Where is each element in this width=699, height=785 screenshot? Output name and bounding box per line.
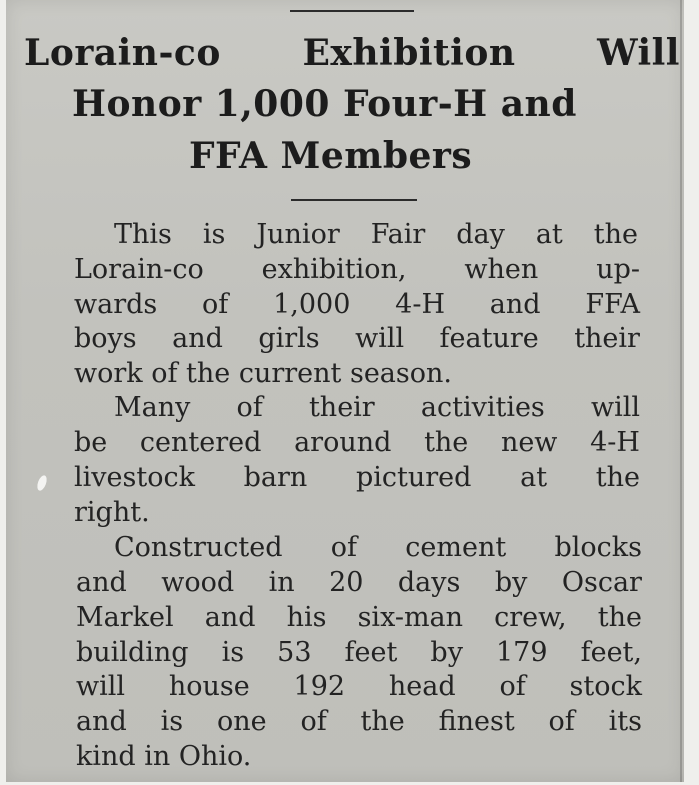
body-line: and is one of the finest of its: [76, 706, 642, 737]
headline-word: Lorain-co: [24, 32, 221, 74]
top-rule: [290, 10, 414, 12]
body-line: building is 53 feet by 179 feet,: [76, 637, 642, 668]
body-line: be centered around the new 4-H: [74, 427, 640, 458]
body-line: kind in Ohio.: [76, 741, 252, 772]
paper-speck: [36, 474, 49, 492]
body-line: right.: [74, 497, 150, 528]
headline-line-3: FFA Members: [189, 135, 473, 177]
headline-word: Will: [597, 32, 680, 74]
body-line: This is Junior Fair day at the: [114, 219, 638, 250]
body-line: work of the current season.: [74, 358, 452, 389]
body-line: Many of their activities will: [114, 392, 640, 423]
body-line: wards of 1,000 4-H and FFA: [74, 289, 640, 320]
body-line: Constructed of cement blocks: [114, 532, 642, 563]
newspaper-clipping: [6, 0, 684, 782]
body-line: will house 192 head of stock: [76, 671, 642, 702]
body-line: and wood in 20 days by Oscar: [76, 567, 642, 598]
body-line: Lorain-co exhibition, when up-: [74, 254, 640, 285]
body-line: livestock barn pictured at the: [74, 462, 640, 493]
headline-line-1: [24, 27, 680, 79]
headline-word: Exhibition: [302, 32, 516, 74]
divider-rule: [291, 199, 417, 201]
body-line: boys and girls will feature their: [74, 323, 640, 354]
headline-line-2: Honor 1,000 Four-H and: [72, 83, 577, 125]
body-line: Markel and his six-man crew, the: [76, 602, 642, 633]
